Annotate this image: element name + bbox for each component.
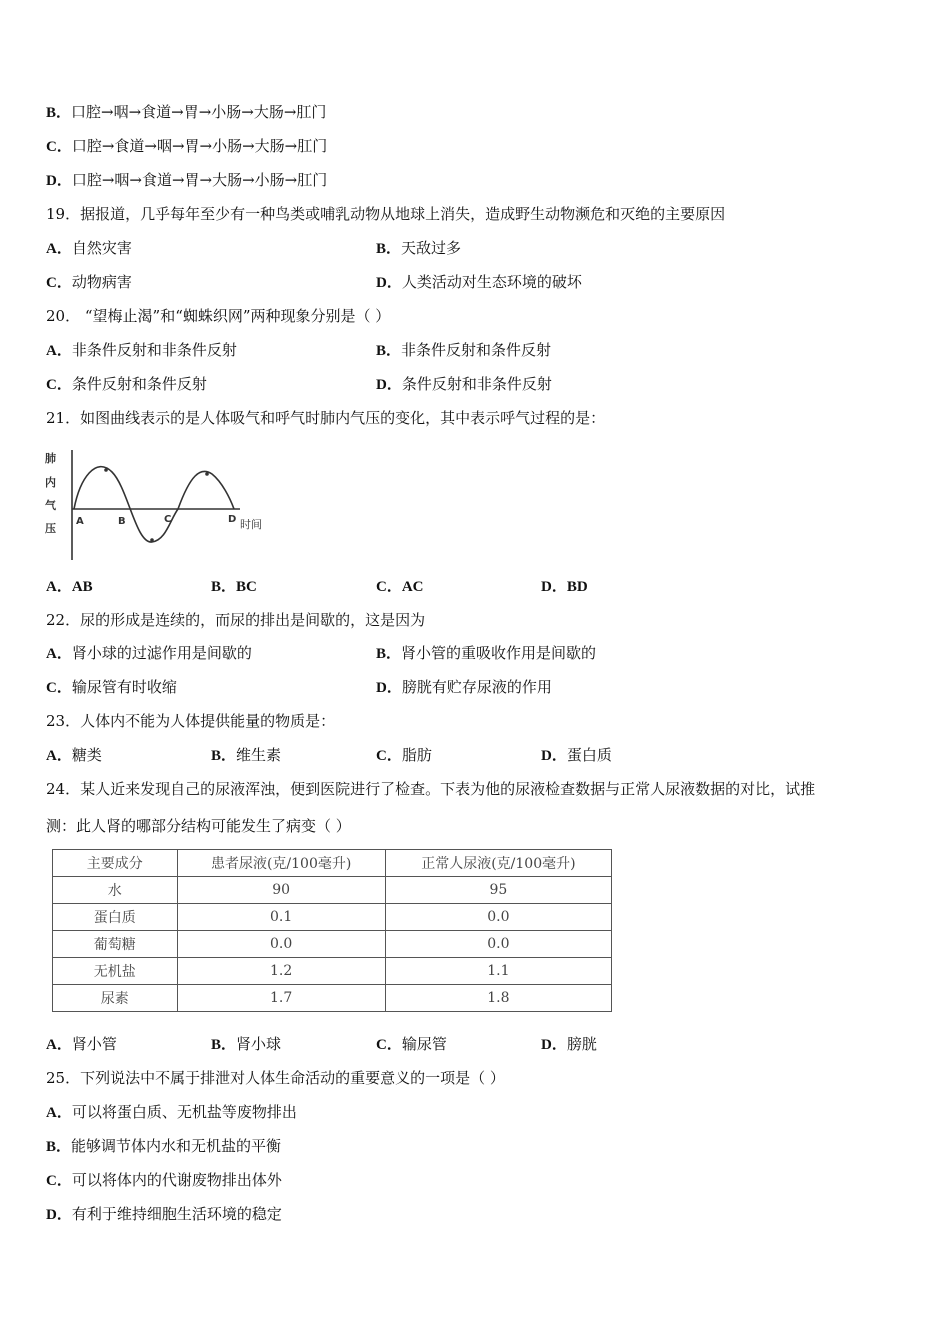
q21-stem: 21．如图曲线表示的是人体吸气和呼气时肺内气压的变化，其中表示呼气过程的是： bbox=[46, 409, 606, 427]
q20-option-b: B．非条件反射和条件反射 bbox=[376, 341, 552, 359]
table-row bbox=[53, 904, 612, 931]
table-header-cell: 正常人尿液(克/100毫升) bbox=[385, 850, 611, 877]
q19-stem: 19．据报道，几乎每年至少有一种鸟类或哺乳动物从地球上消失，造成野生动物濒危和灭绝的主要原因 bbox=[46, 205, 726, 223]
q24-option-b: B．肾小球 bbox=[211, 1035, 282, 1053]
q25-option-a: A．可以将蛋白质、无机盐等废物排出 bbox=[46, 1103, 297, 1121]
table-cell: 水 bbox=[53, 877, 178, 904]
table-cell: 葡萄糖 bbox=[53, 931, 178, 958]
q22-option-b: B．肾小管的重吸收作用是间歇的 bbox=[376, 644, 597, 662]
table-row bbox=[53, 985, 612, 1012]
table-cell: 尿素 bbox=[53, 985, 178, 1012]
curve-peak-point-2 bbox=[205, 472, 209, 476]
table-cell: 1.1 bbox=[385, 958, 611, 985]
table-header-cell: 患者尿液(克/100毫升) bbox=[177, 850, 385, 877]
q19-option-b: B．天敌过多 bbox=[376, 239, 462, 257]
q24-option-a: A．肾小管 bbox=[46, 1035, 117, 1053]
q24-option-d: D．膀胱 bbox=[541, 1035, 597, 1053]
table-cell: 1.8 bbox=[385, 985, 611, 1012]
table-cell: 0.1 bbox=[177, 904, 385, 931]
table-header-cell: 主要成分 bbox=[53, 850, 178, 877]
q20-option-d: D．条件反射和非条件反射 bbox=[376, 375, 552, 393]
table-cell: 90 bbox=[177, 877, 385, 904]
q18-option-d: D．口腔→咽→食道→胃→大肠→小肠→肛门 bbox=[46, 171, 328, 189]
table-cell: 1.7 bbox=[177, 985, 385, 1012]
q24-stem-line2: 测：此人肾的哪部分结构可能发生了病变（ ） bbox=[46, 817, 351, 835]
table-cell: 1.2 bbox=[177, 958, 385, 985]
graph-ylabel-1: 肺 bbox=[45, 452, 56, 465]
q23-option-c: C．脂肪 bbox=[376, 746, 432, 764]
graph-point-d: D bbox=[228, 514, 237, 525]
q24-option-c: C．输尿管 bbox=[376, 1035, 447, 1053]
table-cell: 无机盐 bbox=[53, 958, 178, 985]
q25-option-d: D．有利于维持细胞生活环境的稳定 bbox=[46, 1205, 282, 1223]
q22-option-a: A．肾小球的过滤作用是间歇的 bbox=[46, 644, 252, 662]
table-cell: 0.0 bbox=[385, 931, 611, 958]
graph-point-c: C bbox=[164, 514, 172, 525]
table-cell: 0.0 bbox=[385, 904, 611, 931]
q23-option-a: A．糖类 bbox=[46, 746, 102, 764]
q19-option-d: D．人类活动对生态环境的破坏 bbox=[376, 273, 582, 291]
table-header-row bbox=[53, 850, 612, 877]
q21-option-b: B．BC bbox=[211, 579, 257, 595]
q23-stem: 23．人体内不能为人体提供能量的物质是： bbox=[46, 712, 336, 730]
table-cell: 0.0 bbox=[177, 931, 385, 958]
table-row bbox=[53, 958, 612, 985]
q23-option-d: D．蛋白质 bbox=[541, 746, 612, 764]
q24-stem-line1: 24．某人近来发现自己的尿液浑浊，便到医院进行了检查。下表为他的尿液检查数据与正常人尿液数据的对比，试推 bbox=[46, 780, 816, 798]
lung-pressure-graph bbox=[44, 446, 284, 564]
q20-option-c: C．条件反射和条件反射 bbox=[46, 375, 207, 393]
graph-ylabel-3: 气 bbox=[45, 499, 56, 512]
q25-stem: 25．下列说法中不属于排泄对人体生命活动的重要意义的一项是（ ） bbox=[46, 1069, 505, 1087]
urine-comparison-table bbox=[52, 849, 612, 1012]
q23-option-b: B．维生素 bbox=[211, 746, 282, 764]
q19-option-c: C．动物病害 bbox=[46, 273, 132, 291]
q21-option-d: D．BD bbox=[541, 579, 588, 595]
q18-option-c: C．口腔→食道→咽→胃→小肠→大肠→肛门 bbox=[46, 137, 328, 155]
graph-xlabel: 时间 bbox=[240, 518, 262, 531]
q25-option-b: B．能够调节体内水和无机盐的平衡 bbox=[46, 1137, 282, 1155]
q22-option-d: D．膀胱有贮存尿液的作用 bbox=[376, 678, 552, 696]
q20-option-a: A．非条件反射和非条件反射 bbox=[46, 341, 237, 359]
q21-option-c: C．AC bbox=[376, 579, 424, 595]
q21-option-a: A．AB bbox=[46, 579, 93, 595]
table-cell: 蛋白质 bbox=[53, 904, 178, 931]
q22-option-c: C．输尿管有时收缩 bbox=[46, 678, 177, 696]
q19-option-a: A．自然灾害 bbox=[46, 239, 132, 257]
q18-option-b: B．口腔→咽→食道→胃→小肠→大肠→肛门 bbox=[46, 103, 327, 121]
q22-stem: 22．尿的形成是连续的，而尿的排出是间歇的，这是因为 bbox=[46, 611, 426, 629]
table-row bbox=[53, 877, 612, 904]
table-row bbox=[53, 931, 612, 958]
table-cell: 95 bbox=[385, 877, 611, 904]
graph-ylabel-2: 内 bbox=[45, 476, 56, 489]
curve-trough-point bbox=[150, 538, 154, 542]
graph-ylabel-4: 压 bbox=[45, 522, 56, 535]
graph-point-b: B bbox=[118, 516, 126, 527]
pressure-curve bbox=[74, 467, 237, 542]
q20-stem: 20． “望梅止渴”和“蜘蛛织网”两种现象分别是（ ） bbox=[46, 307, 391, 325]
q25-option-c: C．可以将体内的代谢废物排出体外 bbox=[46, 1171, 282, 1189]
curve-peak-point bbox=[104, 468, 108, 472]
graph-point-a: A bbox=[76, 516, 84, 527]
